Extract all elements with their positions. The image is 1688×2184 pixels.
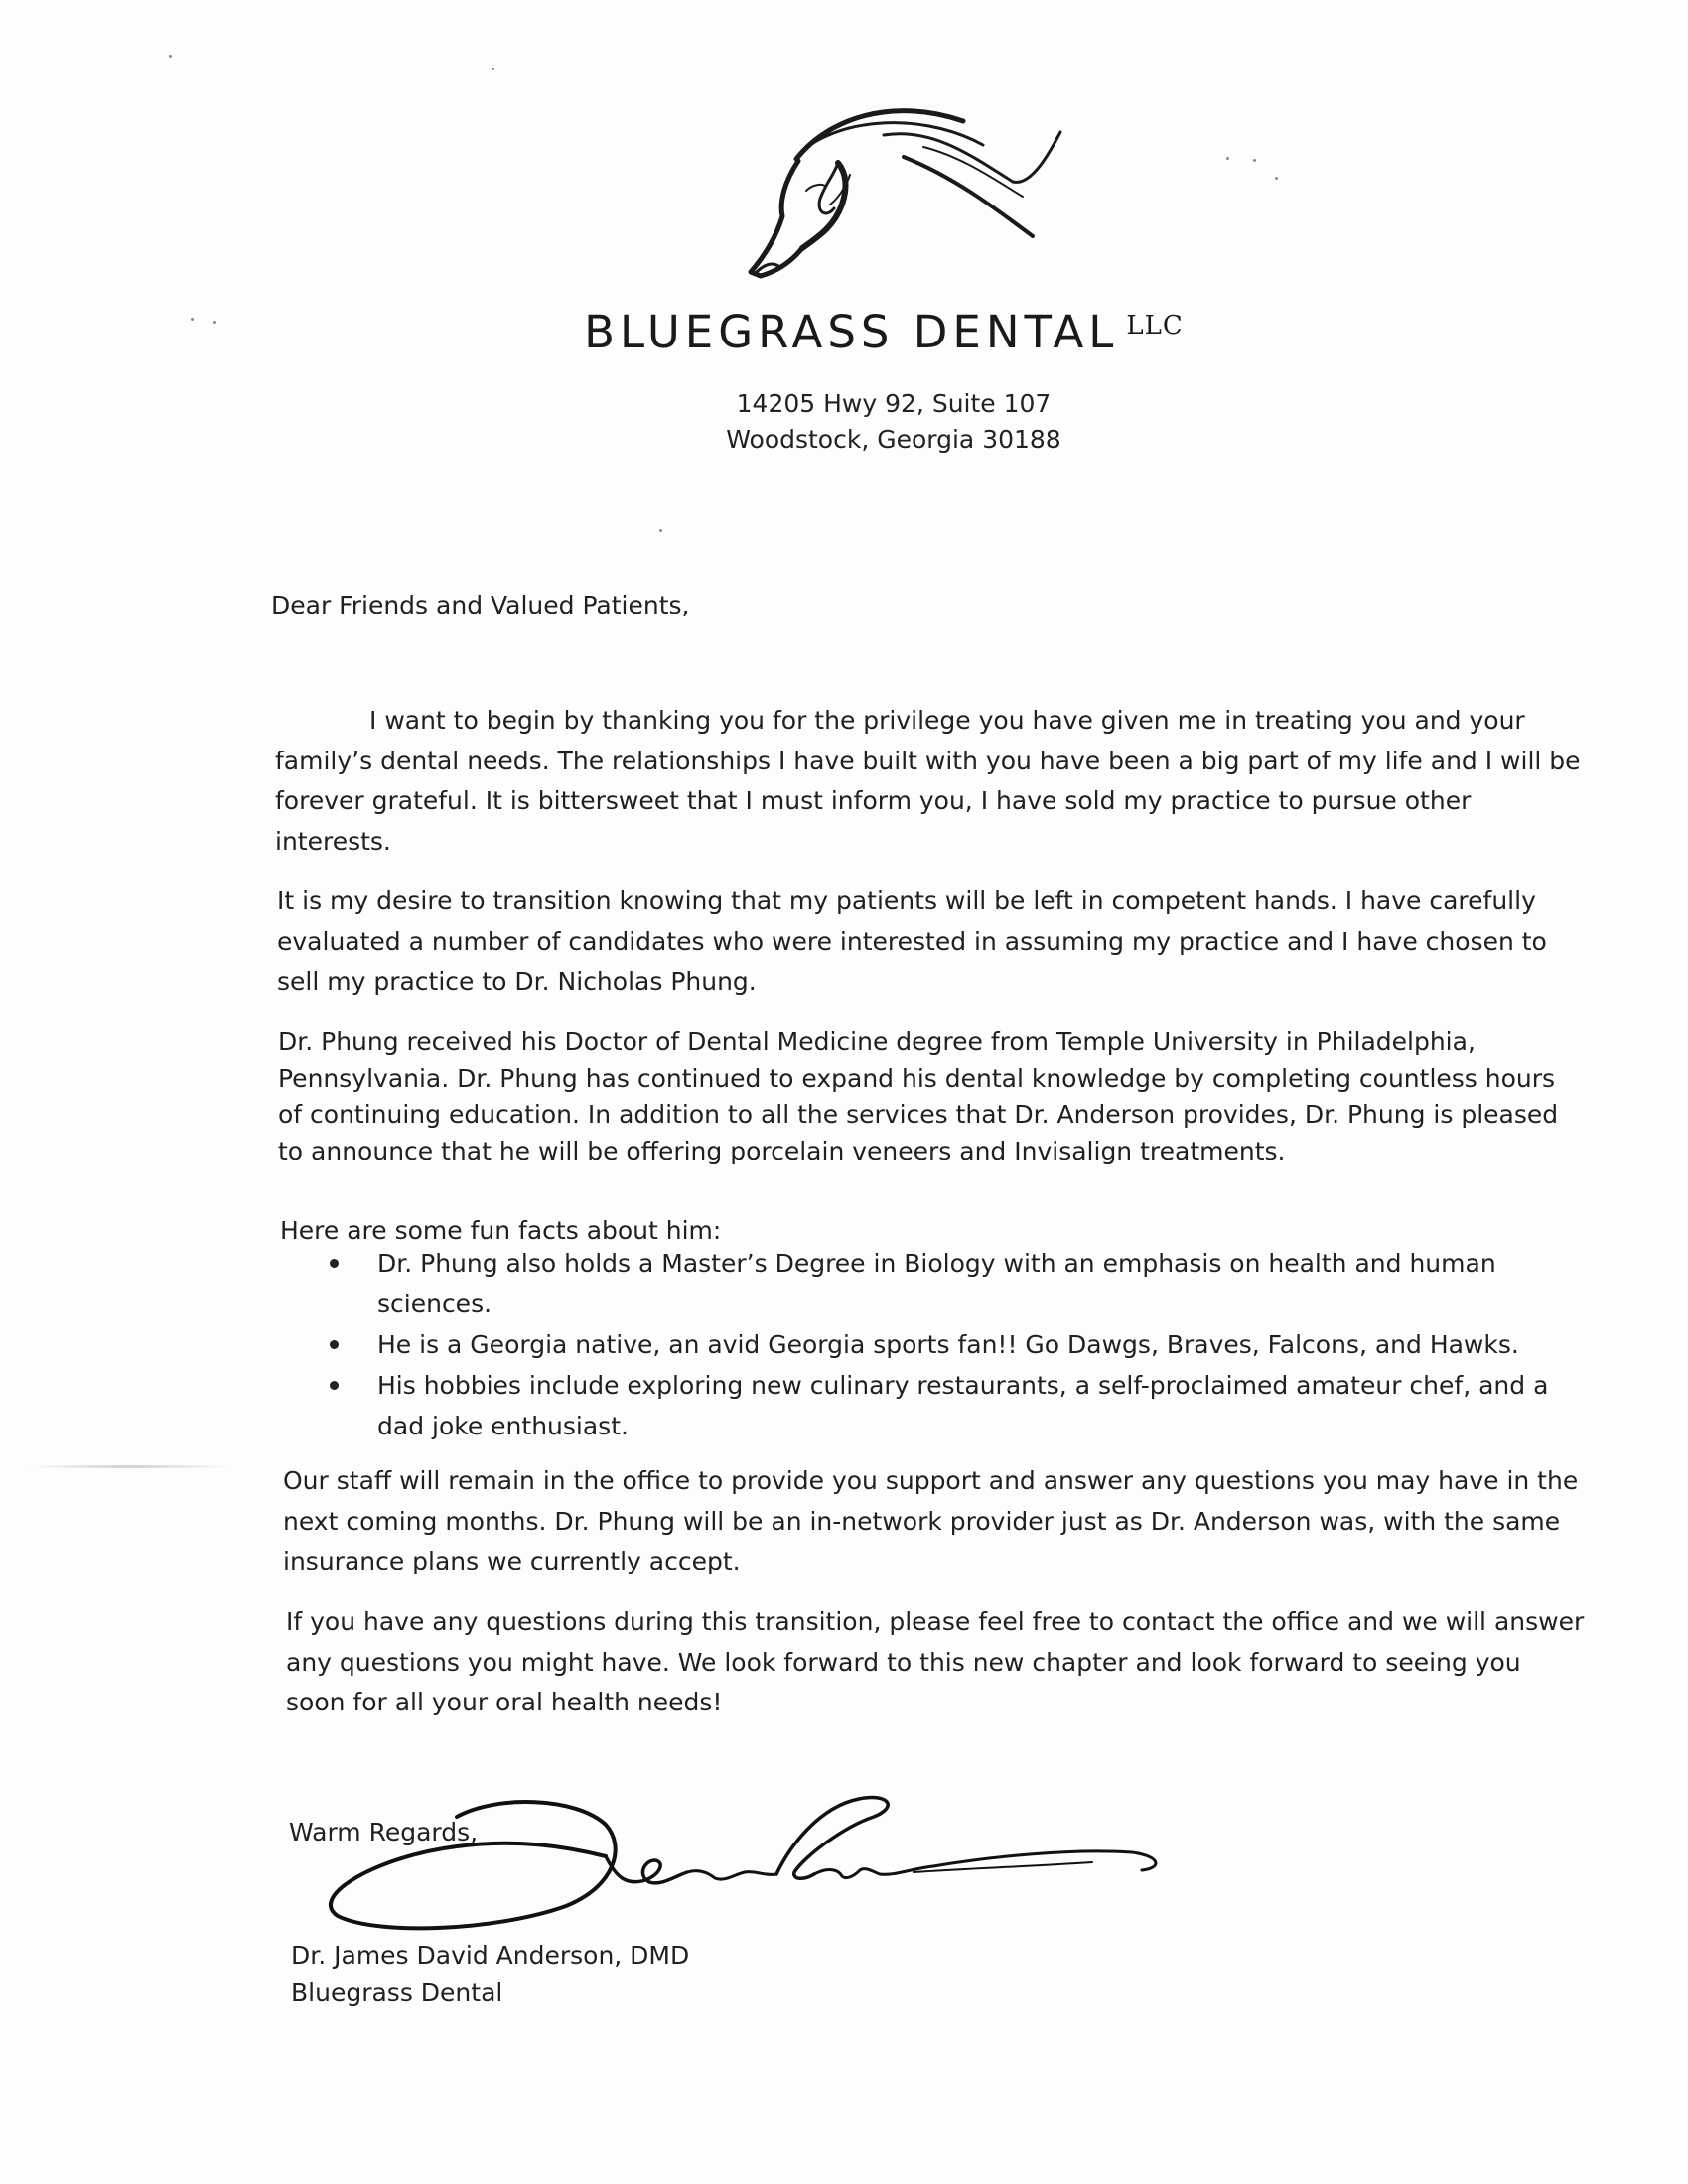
facts-intro: Here are some fun facts about him: <box>280 1216 722 1245</box>
list-item-line: Dr. Phung also holds a Master’s Degree in Biology with an emphasis on health and human <box>377 1249 1496 1278</box>
company-suffix: LLC <box>1126 311 1184 341</box>
fun-facts-list <box>280 1243 1548 1446</box>
address-line-1: 14205 Hwy 92, Suite 107 <box>736 389 1052 418</box>
bullet-icon <box>330 1340 339 1349</box>
salutation: Dear Friends and Valued Patients, <box>271 591 690 619</box>
paragraph-line: family’s dental needs. The relationships I have built with you have been a big part of my life and I will be <box>275 746 1581 775</box>
paragraph-line: Pennsylvania. Dr. Phung has continued to expand his dental knowledge by completing countless hours <box>278 1063 1556 1093</box>
scan-speck <box>1226 157 1229 160</box>
list-item <box>280 1243 1548 1324</box>
paragraph-5 <box>286 1602 1584 1723</box>
list-item <box>280 1365 1548 1446</box>
signer-name: Dr. James David Anderson, DMD <box>291 1941 690 1970</box>
scan-speck <box>492 68 494 70</box>
paragraph-line: forever grateful. It is bittersweet that I must inform you, I have sold my practice to pursue other <box>275 786 1472 815</box>
scan-speck <box>169 55 172 58</box>
paragraph-4 <box>283 1461 1578 1582</box>
scan-speck <box>1275 177 1278 180</box>
list-item-line: His hobbies include exploring new culinary restaurants, a self-proclaimed amateur chef, and a <box>377 1371 1549 1400</box>
paragraph-line: to announce that he will be offering porcelain veneers and Invisalign treatments. <box>278 1136 1286 1165</box>
paragraph-line: It is my desire to transition knowing that my patients will be left in competent hands. I have carefully <box>277 887 1536 915</box>
paragraph-line: any questions you might have. We look forward to this new chapter and look forward to seeing you <box>286 1647 1521 1677</box>
signer-organization: Bluegrass Dental <box>291 1979 503 2007</box>
horse-head-logo-icon <box>735 87 1072 296</box>
paragraph-line: next coming months. Dr. Phung will be an in-network provider just as Dr. Anderson was, with the same <box>283 1506 1561 1536</box>
list-item-line: sciences. <box>377 1290 492 1318</box>
paragraph-line: Dr. Phung received his Doctor of Dental Medicine degree from Temple University in Philadelphia, <box>278 1027 1476 1056</box>
bullet-icon <box>330 1381 339 1390</box>
paragraph-1 <box>275 701 1581 862</box>
scan-speck <box>659 529 662 532</box>
paragraph-line: Our staff will remain in the office to provide you support and answer any questions you may have in the <box>283 1466 1579 1495</box>
scan-mark <box>30 1465 228 1468</box>
paragraph-line: insurance plans we currently accept. <box>283 1547 741 1575</box>
paragraph-line: If you have any questions during this transition, please feel free to contact the office and we will answer <box>286 1607 1585 1636</box>
list-item-line: dad joke enthusiast. <box>377 1412 629 1440</box>
company-name <box>0 306 1688 358</box>
bullet-icon <box>330 1259 339 1268</box>
paragraph-line: sell my practice to Dr. Nicholas Phung. <box>277 967 757 996</box>
paragraph-line: I want to begin by thanking you for the privilege you have given me in treating you and your <box>369 706 1525 735</box>
scan-speck <box>1253 159 1256 162</box>
address-line-2: Woodstock, Georgia 30188 <box>726 425 1061 454</box>
paragraph-line: evaluated a number of candidates who were interested in assuming my practice and I have chosen to <box>277 926 1547 956</box>
closing: Warm Regards, <box>289 1818 479 1846</box>
company-name-text: BLUEGRASS DENTAL <box>584 306 1119 358</box>
list-item <box>280 1324 1548 1365</box>
paragraph-line: soon for all your oral health needs! <box>286 1688 723 1716</box>
paragraph-line: interests. <box>275 826 391 856</box>
paragraph-3 <box>278 1024 1558 1169</box>
paragraph-line: of continuing education. In addition to all the services that Dr. Anderson provides, Dr. Phung is pleased <box>278 1100 1559 1129</box>
list-item-line: He is a Georgia native, an avid Georgia sports fan!! Go Dawgs, Braves, Falcons, and Hawks. <box>377 1330 1519 1359</box>
paragraph-2 <box>277 882 1547 1003</box>
